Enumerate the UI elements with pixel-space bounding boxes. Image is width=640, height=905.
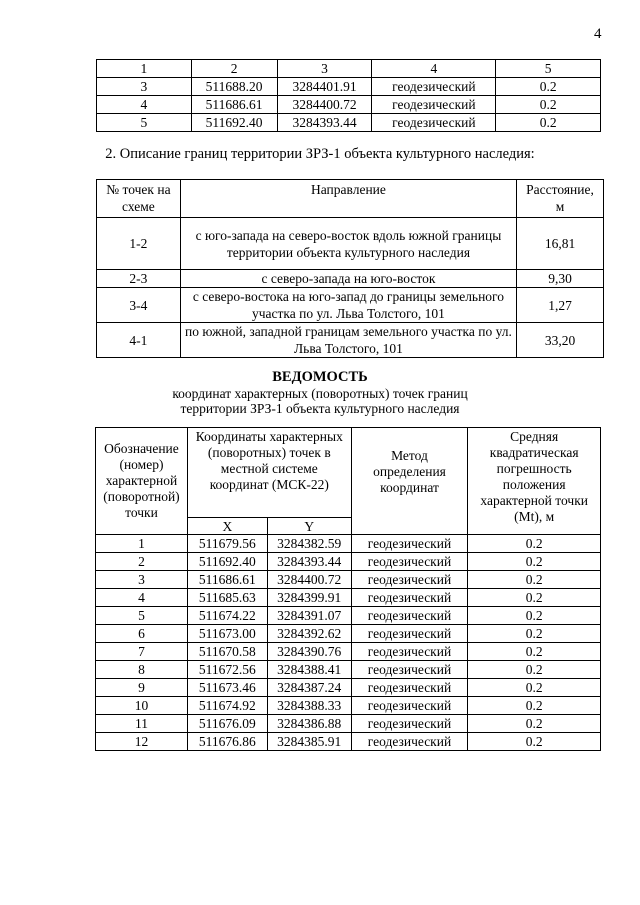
point-number: 11	[96, 715, 188, 733]
segment-points: 3-4	[97, 288, 181, 323]
error: 0.2	[468, 715, 601, 733]
header-error: Средняя квадратическая погрешность положения характерной точки (Mt), м	[468, 428, 601, 535]
coord-x: 511686.61	[191, 96, 277, 114]
table-row	[97, 288, 604, 323]
coord-y: 3284401.91	[277, 78, 372, 96]
error: 0.2	[468, 697, 601, 715]
coord-y: 3284400.72	[277, 96, 372, 114]
method: геодезический	[372, 78, 496, 96]
table-row	[96, 607, 601, 625]
method: геодезический	[372, 96, 496, 114]
segment-direction: с северо-востока на юго-запад до границы земельного участка по ул. Льва Толстого, 101	[180, 288, 516, 323]
segment-distance: 1,27	[517, 288, 604, 323]
segment-direction: по южной, западной границам земельного участка по ул. Льва Толстого, 101	[180, 323, 516, 358]
table-row	[97, 218, 604, 270]
coord-x: 511685.63	[187, 589, 267, 607]
error: 0.2	[468, 733, 601, 751]
segment-distance: 33,20	[517, 323, 604, 358]
segment-points: 4-1	[97, 323, 181, 358]
point-number: 12	[96, 733, 188, 751]
page-number: 4	[594, 26, 602, 42]
point-number: 8	[96, 661, 188, 679]
point-number: 7	[96, 643, 188, 661]
header-coordinates: Координаты характерных (поворотных) точек в местной системе координат (МСК-22)	[187, 428, 351, 518]
coord-y: 3284392.62	[267, 625, 351, 643]
error: 0.2	[468, 679, 601, 697]
error: 0.2	[468, 589, 601, 607]
table-row	[96, 571, 601, 589]
table-header-row	[97, 180, 604, 218]
method: геодезический	[351, 679, 468, 697]
coord-x: 511688.20	[191, 78, 277, 96]
header-method: Метод определения координат	[351, 428, 468, 535]
table-row	[97, 323, 604, 358]
method: геодезический	[351, 553, 468, 571]
coord-y: 3284382.59	[267, 535, 351, 553]
coord-y: 3284388.33	[267, 697, 351, 715]
method: геодезический	[351, 661, 468, 679]
point-number: 2	[96, 553, 188, 571]
coord-y: 3284386.88	[267, 715, 351, 733]
method: геодезический	[351, 625, 468, 643]
error: 0.2	[468, 571, 601, 589]
vedomost-title: ВЕДОМОСТЬ	[272, 369, 368, 385]
error: 0.2	[468, 553, 601, 571]
header-direction: Направление	[180, 180, 516, 218]
header-point: № точек на схеме	[97, 180, 181, 218]
error: 0.2	[468, 661, 601, 679]
method: геодезический	[351, 643, 468, 661]
coord-y: 3284393.44	[267, 553, 351, 571]
point-number: 4	[96, 589, 188, 607]
point-number: 1	[96, 535, 188, 553]
column-number: 1	[97, 60, 192, 78]
coord-x: 511676.09	[187, 715, 267, 733]
coord-x: 511692.40	[191, 114, 277, 132]
coordinates-register-table	[95, 427, 601, 751]
column-number: 4	[372, 60, 496, 78]
coord-x: 511670.58	[187, 643, 267, 661]
table-row	[96, 643, 601, 661]
method: геодезический	[351, 589, 468, 607]
coord-x: 511673.00	[187, 625, 267, 643]
table-body	[96, 535, 601, 751]
table-row	[96, 679, 601, 697]
column-number: 3	[277, 60, 372, 78]
header-x: X	[187, 518, 267, 535]
method: геодезический	[351, 607, 468, 625]
method: геодезический	[351, 733, 468, 751]
point-number: 9	[96, 679, 188, 697]
table-header-row	[97, 60, 601, 78]
coord-x: 511674.22	[187, 607, 267, 625]
point-number: 6	[96, 625, 188, 643]
coord-x: 511692.40	[187, 553, 267, 571]
table-row	[96, 661, 601, 679]
vedomost-subtitle-line2: территории ЗРЗ-1 объекта культурного наследия	[180, 401, 460, 416]
segment-direction: с северо-запада на юго-восток	[180, 270, 516, 288]
coord-x: 511674.92	[187, 697, 267, 715]
point-number: 4	[97, 96, 192, 114]
coordinates-table-continuation	[96, 59, 601, 132]
error: 0.2	[496, 96, 601, 114]
point-number: 3	[97, 78, 192, 96]
coord-y: 3284385.91	[267, 733, 351, 751]
table-row	[96, 589, 601, 607]
table-row	[97, 96, 601, 114]
coord-x: 511673.46	[187, 679, 267, 697]
segment-distance: 9,30	[517, 270, 604, 288]
error: 0.2	[468, 643, 601, 661]
method: геодезический	[351, 571, 468, 589]
vedomost-subtitle-line1: координат характерных (поворотных) точек границ	[172, 386, 468, 401]
coord-y: 3284391.07	[267, 607, 351, 625]
boundary-description-table	[96, 179, 604, 358]
coord-x: 511679.56	[187, 535, 267, 553]
coord-y: 3284387.24	[267, 679, 351, 697]
coord-y: 3284390.76	[267, 643, 351, 661]
table-header-row	[96, 428, 601, 518]
segment-direction: с юго-запада на северо-восток вдоль южной границы территории объекта культурного наследия	[180, 218, 516, 270]
column-number: 2	[191, 60, 277, 78]
header-designation: Обозначение (номер) характерной (поворотной) точки	[96, 428, 188, 535]
table-row	[96, 553, 601, 571]
table-row	[96, 715, 601, 733]
error: 0.2	[468, 535, 601, 553]
coord-y: 3284399.91	[267, 589, 351, 607]
table-row	[97, 78, 601, 96]
column-number: 5	[496, 60, 601, 78]
coord-x: 511672.56	[187, 661, 267, 679]
point-number: 5	[97, 114, 192, 132]
method: геодезический	[351, 535, 468, 553]
segment-points: 2-3	[97, 270, 181, 288]
method: геодезический	[372, 114, 496, 132]
method: геодезический	[351, 697, 468, 715]
coord-y: 3284400.72	[267, 571, 351, 589]
table-row	[96, 733, 601, 751]
header-y: Y	[267, 518, 351, 535]
error: 0.2	[496, 78, 601, 96]
table-row	[96, 535, 601, 553]
segment-distance: 16,81	[517, 218, 604, 270]
coord-x: 511686.61	[187, 571, 267, 589]
coord-y: 3284388.41	[267, 661, 351, 679]
error: 0.2	[468, 625, 601, 643]
method: геодезический	[351, 715, 468, 733]
header-distance: Расстояние, м	[517, 180, 604, 218]
error: 0.2	[468, 607, 601, 625]
table-row	[96, 697, 601, 715]
table-row	[97, 114, 601, 132]
table-row	[97, 270, 604, 288]
table-row	[96, 625, 601, 643]
segment-points: 1-2	[97, 218, 181, 270]
point-number: 5	[96, 607, 188, 625]
point-number: 3	[96, 571, 188, 589]
coord-y: 3284393.44	[277, 114, 372, 132]
coord-x: 511676.86	[187, 733, 267, 751]
section-heading: 2. Описание границ территории ЗРЗ-1 объекта культурного наследия:	[105, 146, 535, 162]
error: 0.2	[496, 114, 601, 132]
point-number: 10	[96, 697, 188, 715]
